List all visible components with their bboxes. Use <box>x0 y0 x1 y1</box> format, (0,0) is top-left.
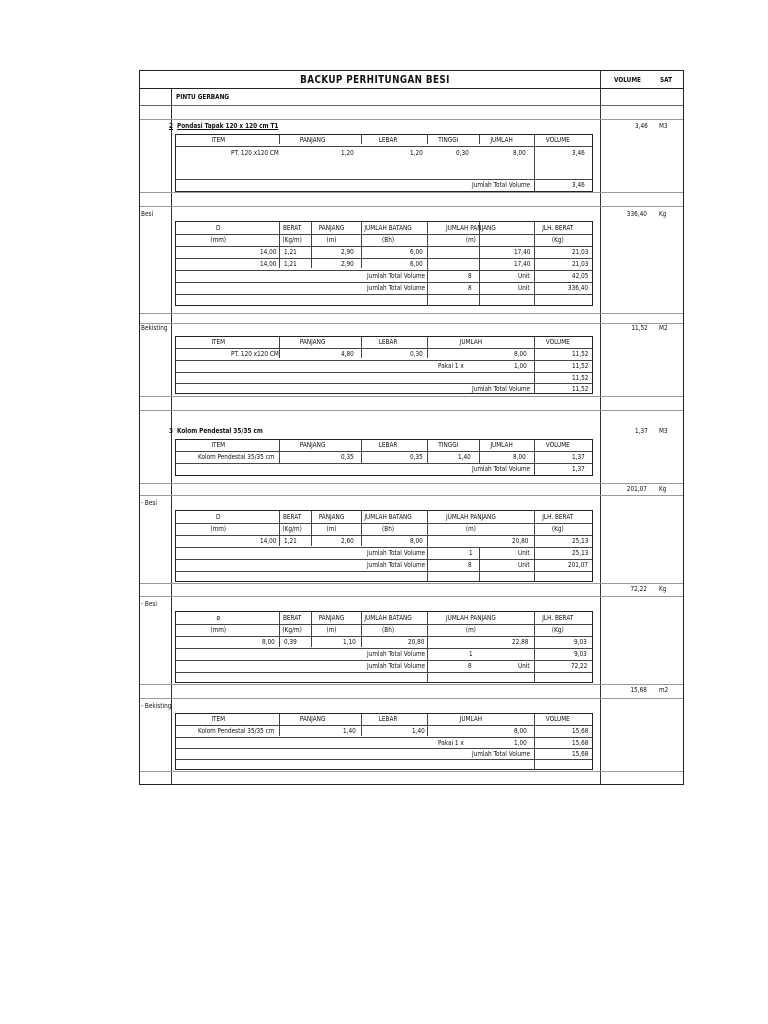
col-tinggi: TINGGI <box>438 441 459 449</box>
cell: 2,60 <box>341 537 354 545</box>
unit: (Bh) <box>382 236 395 244</box>
unit: (Kg/m) <box>282 525 302 533</box>
col-berat: BERAT <box>282 224 302 232</box>
total-label: Jumlah Total Volume <box>472 385 531 393</box>
section-2-number: 2 <box>169 122 173 130</box>
cell: 0,30 <box>410 350 423 358</box>
cell: 17,40 <box>514 248 531 256</box>
besi-label: Besi <box>141 210 154 218</box>
col-jlh-berat: JLH. BERAT <box>542 614 574 622</box>
unit: (m) <box>465 626 476 634</box>
cell: 8,00 <box>410 537 423 545</box>
cell: 14,00 <box>260 537 277 545</box>
cell: PT. 120 x120 CM <box>231 350 279 358</box>
col-d: D <box>216 224 221 232</box>
col-jumlah-panjang: JUMLAH PANJANG <box>445 513 496 521</box>
section-3-number: 3 <box>169 427 173 435</box>
cell: 21,03 <box>572 260 589 268</box>
cell: 22,88 <box>512 638 529 646</box>
total-count: 1 <box>469 549 473 557</box>
unit: (m) <box>465 525 476 533</box>
cell: 11,52 <box>572 350 589 358</box>
cell: 1,21 <box>284 537 297 545</box>
col-panjang: PANJANG <box>299 136 326 144</box>
col-volume: VOLUME <box>545 338 570 346</box>
cell: 6,00 <box>410 260 423 268</box>
unit: (mm) <box>210 525 227 533</box>
total-label: Jumlah Total Volume <box>367 650 426 658</box>
col-lebar: LEBAR <box>378 136 398 144</box>
col-volume: VOLUME <box>545 441 570 449</box>
cell: PT. 120 x120 CM <box>231 149 279 157</box>
col-jumlah-batang: JUMLAH BATANG <box>364 224 412 232</box>
total-value: 1,37 <box>572 465 585 473</box>
cell: 1,21 <box>284 260 297 268</box>
col-jumlah-panjang: JUMLAH PANJANG <box>445 224 496 232</box>
cell: 25,13 <box>572 537 589 545</box>
cell: 3,46 <box>572 149 585 157</box>
cell: 1,37 <box>572 453 585 461</box>
col-volume: VOLUME <box>545 715 570 723</box>
total-value: 336,40 <box>568 284 589 292</box>
col-berat: BERAT <box>282 614 302 622</box>
cell: 17,40 <box>514 260 531 268</box>
unit: (m) <box>326 626 337 634</box>
unit: (m) <box>465 236 476 244</box>
cell: 14,00 <box>260 260 277 268</box>
besi-sat: Kg <box>659 210 667 218</box>
total-label: Jumlah Total Volume <box>472 750 531 758</box>
cell: 9,03 <box>574 638 587 646</box>
cell: 8,00 <box>262 638 275 646</box>
section-2-volume: 3,46 <box>635 122 648 130</box>
unit: (Bh) <box>382 626 395 634</box>
cell: 15,68 <box>572 727 589 735</box>
cell: 1,10 <box>343 638 356 646</box>
col-tinggi: TINGGI <box>438 136 459 144</box>
section-2-sat: M3 <box>659 122 668 130</box>
total-label: Jumlah Total Volume <box>367 272 426 280</box>
cell: 20,80 <box>408 638 425 646</box>
bekisting-label: Bekisting <box>141 324 168 332</box>
unit: (mm) <box>210 236 227 244</box>
unit: (Kg) <box>551 525 564 533</box>
cell: 1,40 <box>458 453 471 461</box>
col-berat: BERAT <box>282 513 302 521</box>
bekisting-table <box>175 336 593 394</box>
subtitle: PINTU GERBANG <box>176 93 230 101</box>
sat-header: SAT <box>660 76 673 84</box>
besi-1-volume: 201,07 <box>626 485 647 493</box>
total-count: 8 <box>468 284 472 292</box>
cell: 2,90 <box>341 260 354 268</box>
besi-2-label: - Besi <box>141 600 157 608</box>
total-unit: Unit <box>518 284 530 292</box>
cell: 8,00 <box>513 149 526 157</box>
unit: (mm) <box>210 626 227 634</box>
total-value: 42,05 <box>572 272 589 280</box>
total-label: Jumlah Total Volume <box>367 662 426 670</box>
section-3-volume: 1,37 <box>635 427 648 435</box>
cell: 0,30 <box>456 149 469 157</box>
col-jumlah: JUMLAH <box>459 715 483 723</box>
unit: (m) <box>326 525 337 533</box>
total-value: 9,03 <box>574 650 587 658</box>
cell: Kolom Pendestal 35/35 cm <box>198 727 275 735</box>
total-count: 8 <box>468 272 472 280</box>
col-jumlah: JUMLAH <box>490 136 513 144</box>
col-panjang: PANJANG <box>299 441 326 449</box>
spreadsheet <box>139 70 684 785</box>
bekisting-3-label: - Bekisting <box>141 702 172 710</box>
col-jumlah-panjang: JUMLAH PANJANG <box>445 614 496 622</box>
pakai-label: Pakai 1 x <box>438 362 464 370</box>
unit: (Kg) <box>551 626 564 634</box>
pakai-label: Pakai 1 x <box>438 739 464 747</box>
cell: 2,90 <box>341 248 354 256</box>
cell: 21,03 <box>572 248 589 256</box>
bekisting-3-table <box>175 713 593 770</box>
col-item: ITEM <box>211 441 226 449</box>
total-value: 15,68 <box>572 750 589 758</box>
col-volume: VOLUME <box>545 136 570 144</box>
col-lebar: LEBAR <box>378 338 398 346</box>
cell: 0,35 <box>341 453 354 461</box>
total-value: 72,22 <box>571 662 588 670</box>
cell: 8,00 <box>513 453 526 461</box>
unit: (Kg) <box>551 236 564 244</box>
bekisting-volume: 11,52 <box>631 324 648 332</box>
section-3-sat: M3 <box>659 427 668 435</box>
section-2-title: Pondasi Tapak 120 x 120 cm T1 <box>177 122 279 130</box>
total-label: Jumlah Total Volume <box>367 549 426 557</box>
cell: 8,00 <box>514 727 527 735</box>
col-jlh-berat: JLH. BERAT <box>542 224 574 232</box>
cell: 11,52 <box>572 374 589 382</box>
bekisting-sat: M2 <box>659 324 668 332</box>
col-panjang: PANJANG <box>318 614 345 622</box>
page-title: BACKUP PERHITUNGAN BESI <box>300 73 450 86</box>
cell: 14,00 <box>260 248 277 256</box>
total-count: 8 <box>468 662 472 670</box>
total-count: 1 <box>469 650 473 658</box>
col-panjang: PANJANG <box>318 224 345 232</box>
col-d: D <box>216 513 221 521</box>
header-divider <box>140 88 683 89</box>
col-panjang: PANJANG <box>299 715 326 723</box>
total-value: 25,13 <box>572 549 589 557</box>
cell: 6,00 <box>410 248 423 256</box>
besi-volume: 336,40 <box>626 210 647 218</box>
total-label: Jumlah Total Volume <box>472 181 531 189</box>
total-count: 8 <box>468 561 472 569</box>
pondasi-volume-table <box>175 134 593 192</box>
besi-2-table <box>175 611 593 683</box>
cell: 1,40 <box>412 727 425 735</box>
total-value: 201,07 <box>568 561 589 569</box>
volume-header: VOLUME <box>614 76 641 84</box>
pakai-total: 15,68 <box>572 739 589 747</box>
besi-2-sat: Kg <box>659 585 667 593</box>
cell: 1,21 <box>284 248 297 256</box>
col-item: ITEM <box>211 338 226 346</box>
col-item: ITEM <box>211 136 226 144</box>
besi-2-volume: 72,22 <box>630 585 647 593</box>
total-unit: Unit <box>518 549 530 557</box>
unit: (m) <box>326 236 337 244</box>
cell: 4,80 <box>341 350 354 358</box>
cell: 20,80 <box>512 537 529 545</box>
volume-column-divider <box>600 71 601 784</box>
pakai-value: 1,00 <box>514 362 527 370</box>
unit: (Kg/m) <box>282 236 302 244</box>
pakai-value: 1,00 <box>514 739 527 747</box>
col-jumlah: JUMLAH <box>490 441 513 449</box>
besi-1-label: - Besi <box>141 499 157 507</box>
col-lebar: LEBAR <box>378 441 398 449</box>
col-jlh-berat: JLH. BERAT <box>542 513 574 521</box>
cell: 0,39 <box>284 638 297 646</box>
unit: (Bh) <box>382 525 395 533</box>
col-jumlah-batang: JUMLAH BATANG <box>364 614 412 622</box>
col-lebar: LEBAR <box>378 715 398 723</box>
cell: Kolom Pendestal 35/35 cm <box>198 453 275 461</box>
total-value: 3,46 <box>572 181 585 189</box>
section-3-title: Kolom Pendestal 35/35 cm <box>177 427 263 435</box>
unit: (Kg/m) <box>282 626 302 634</box>
cell: 1,20 <box>341 149 354 157</box>
total-label: Jumlah Total Volume <box>367 284 426 292</box>
pakai-total: 11,52 <box>572 362 589 370</box>
total-value: 11,52 <box>572 385 589 393</box>
besi-1-sat: Kg <box>659 485 667 493</box>
kolom-volume-table <box>175 439 593 476</box>
total-unit: Unit <box>518 272 530 280</box>
col-panjang: PANJANG <box>318 513 345 521</box>
total-unit: Unit <box>518 662 530 670</box>
total-label: Jumlah Total Volume <box>367 561 426 569</box>
bekisting-3-sat: m2 <box>659 686 669 694</box>
cell: 1,20 <box>410 149 423 157</box>
cell: 0,35 <box>410 453 423 461</box>
subtitle-divider <box>140 105 683 106</box>
besi-1-table <box>175 510 593 582</box>
col-panjang: PANJANG <box>299 338 326 346</box>
col-jumlah: JUMLAH <box>459 338 483 346</box>
cell: 8,00 <box>514 350 527 358</box>
total-unit: Unit <box>518 561 530 569</box>
bekisting-3-volume: 15,68 <box>630 686 647 694</box>
col-item: ITEM <box>211 715 226 723</box>
total-label: Jumlah Total Volume <box>472 465 531 473</box>
col-diameter: ø <box>216 614 220 622</box>
col-jumlah-batang: JUMLAH BATANG <box>364 513 412 521</box>
besi-table <box>175 221 593 306</box>
cell: 1,40 <box>343 727 356 735</box>
